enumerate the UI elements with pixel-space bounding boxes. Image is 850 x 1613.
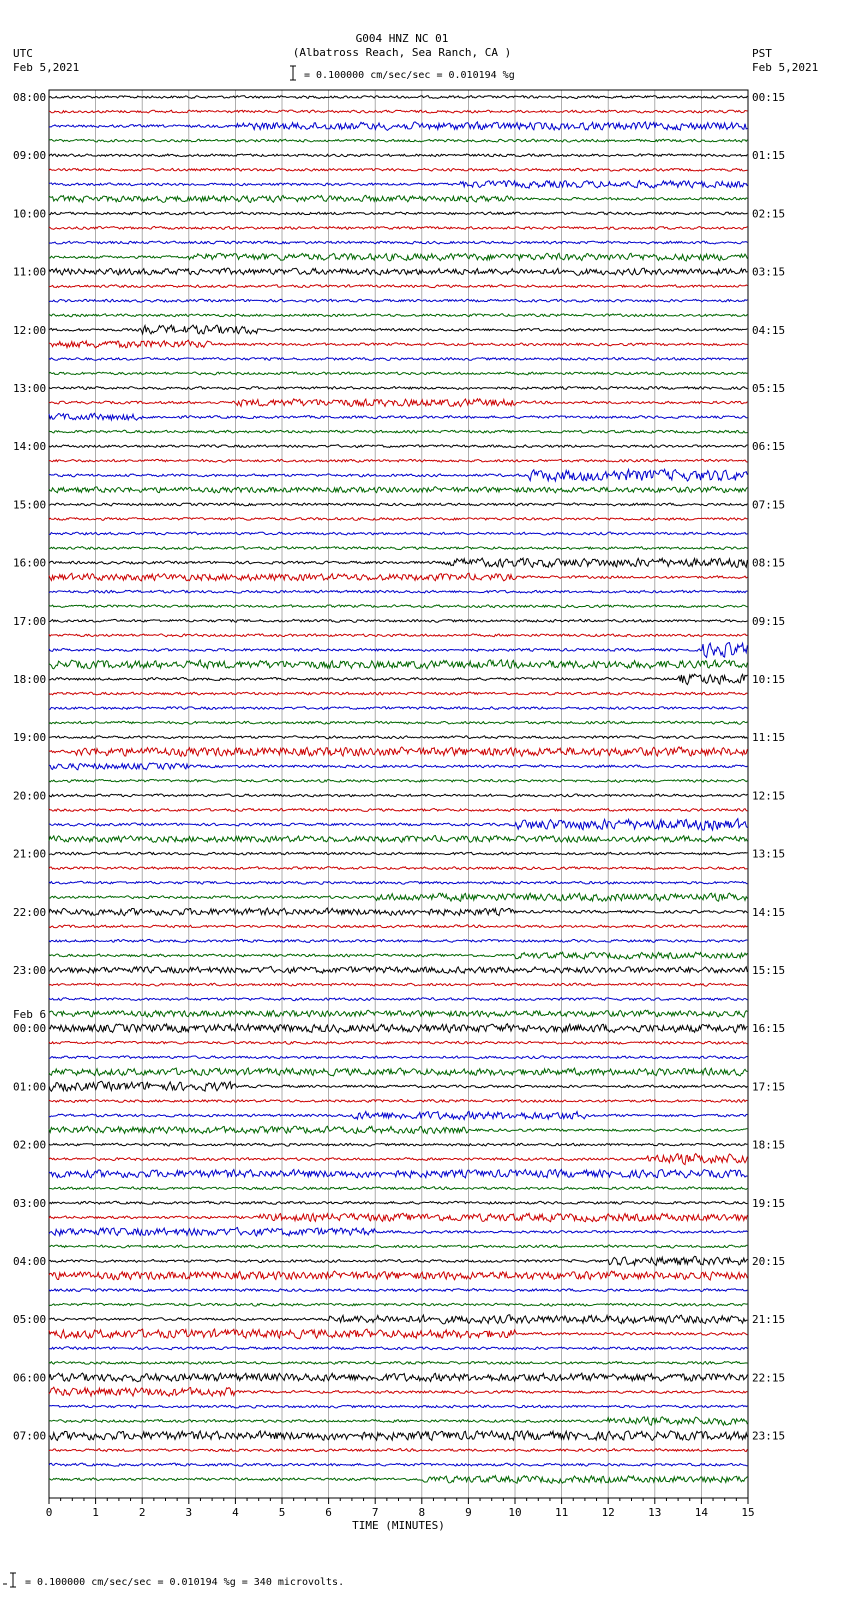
trace-57 xyxy=(49,925,747,928)
utc-hour-label: 17:00 xyxy=(13,614,47,628)
trace-43 xyxy=(49,721,747,724)
trace-89 xyxy=(49,1387,747,1396)
trace-29 xyxy=(49,518,747,521)
x-tick-label-9: 9 xyxy=(465,1506,472,1519)
trace-18 xyxy=(49,358,747,361)
trace-40 xyxy=(49,674,747,685)
trace-87 xyxy=(49,1361,747,1364)
trace-17 xyxy=(49,340,747,348)
time-axis xyxy=(46,1498,755,1532)
trace-38 xyxy=(49,643,747,658)
x-tick-label-0: 0 xyxy=(45,1506,53,1519)
trace-42 xyxy=(49,707,747,710)
trace-70 xyxy=(49,1111,747,1119)
trace-85 xyxy=(49,1329,747,1339)
trace-88 xyxy=(49,1373,747,1382)
utc-hour-label: 12:00 xyxy=(13,323,47,337)
trace-54 xyxy=(49,881,747,884)
trace-94 xyxy=(49,1463,747,1466)
trace-11 xyxy=(49,253,747,261)
x-tick-label-2: 2 xyxy=(138,1506,146,1519)
trace-48 xyxy=(49,794,747,797)
pst-hour-label: 11:15 xyxy=(752,731,786,745)
trace-69 xyxy=(49,1100,747,1103)
trace-47 xyxy=(49,779,747,782)
utc-hour-label: 10:00 xyxy=(13,207,47,221)
trace-93 xyxy=(49,1449,747,1452)
trace-80 xyxy=(49,1256,747,1265)
pst-hour-label: 02:15 xyxy=(752,207,786,221)
trace-81 xyxy=(49,1271,747,1280)
utc-hour-label: 01:00 xyxy=(13,1080,47,1094)
trace-49 xyxy=(49,809,747,812)
pst-hour-label: 09:15 xyxy=(752,614,786,628)
trace-28 xyxy=(49,503,747,506)
pst-hour-label: 00:15 xyxy=(752,91,786,104)
pst-hour-label: 10:15 xyxy=(752,673,786,686)
utc-hour-label: 23:00 xyxy=(13,964,47,977)
trace-34 xyxy=(49,590,747,593)
pst-hour-label: 01:15 xyxy=(752,149,786,163)
trace-20 xyxy=(49,387,747,390)
trace-58 xyxy=(49,939,747,942)
trace-24 xyxy=(49,445,747,448)
utc-hour-label: 04:00 xyxy=(13,1255,47,1268)
trace-44 xyxy=(49,736,747,739)
pst-hour-label: 23:15 xyxy=(752,1429,786,1443)
utc-hour-label: 15:00 xyxy=(13,498,47,512)
x-tick-label-7: 7 xyxy=(371,1506,379,1519)
left-timezone: UTC xyxy=(13,47,33,60)
pst-hour-label: 15:15 xyxy=(752,964,786,977)
pst-hour-label: 17:15 xyxy=(752,1080,786,1094)
trace-36 xyxy=(49,619,747,622)
trace-3 xyxy=(49,139,747,142)
utc-hour-label: 03:00 xyxy=(13,1196,47,1210)
left-date: Feb 5,2021 xyxy=(13,61,80,74)
trace-22 xyxy=(49,413,747,420)
x-tick-label-5: 5 xyxy=(278,1506,286,1519)
trace-66 xyxy=(49,1056,747,1059)
trace-45 xyxy=(49,747,747,756)
trace-77 xyxy=(49,1213,747,1222)
trace-46 xyxy=(49,763,747,770)
trace-13 xyxy=(49,285,747,288)
trace-39 xyxy=(49,660,747,669)
x-tick-label-3: 3 xyxy=(185,1506,193,1519)
utc-hour-label: 16:00 xyxy=(13,556,47,570)
x-tick-label-6: 6 xyxy=(325,1506,332,1519)
trace-21 xyxy=(49,399,747,407)
trace-7 xyxy=(49,195,747,202)
trace-72 xyxy=(49,1143,747,1146)
utc-hour-label: 13:00 xyxy=(13,382,47,395)
station-title: G004 HNZ NC 01 xyxy=(355,32,449,45)
trace-56 xyxy=(49,908,747,916)
utc-hour-label: 20:00 xyxy=(13,789,47,803)
trace-9 xyxy=(49,226,747,229)
trace-62 xyxy=(49,998,747,1001)
trace-73 xyxy=(49,1154,747,1165)
x-axis-label: TIME (MINUTES) xyxy=(352,1519,445,1532)
utc-hour-label: 02:00 xyxy=(13,1138,47,1152)
pst-hour-label: 14:15 xyxy=(752,905,786,919)
trace-37 xyxy=(49,634,747,637)
trace-27 xyxy=(49,487,747,493)
trace-74 xyxy=(49,1170,747,1178)
right-timezone: PST xyxy=(752,47,772,60)
trace-76 xyxy=(49,1201,747,1204)
utc-hour-label: 22:00 xyxy=(13,905,47,919)
pst-hour-label: 18:15 xyxy=(752,1138,786,1152)
x-tick-label-1: 1 xyxy=(92,1506,99,1519)
trace-32 xyxy=(49,558,747,567)
pst-hour-label: 19:15 xyxy=(752,1196,786,1210)
trace-71 xyxy=(49,1126,747,1134)
pst-hour-label: 12:15 xyxy=(752,789,786,803)
trace-8 xyxy=(49,212,747,215)
trace-84 xyxy=(49,1315,747,1324)
day-change-label: Feb 6 xyxy=(13,1008,47,1022)
x-tick-label-8: 8 xyxy=(418,1506,426,1519)
trace-41 xyxy=(49,692,747,695)
trace-82 xyxy=(49,1289,747,1292)
trace-30 xyxy=(49,532,747,535)
utc-hour-label: 21:00 xyxy=(13,847,47,861)
trace-4 xyxy=(49,154,747,157)
pst-hour-label: 07:15 xyxy=(752,498,786,512)
utc-hour-label: 05:00 xyxy=(13,1313,47,1327)
trace-65 xyxy=(49,1041,747,1044)
x-tick-label-4: 4 xyxy=(232,1506,239,1519)
utc-hour-label: 06:00 xyxy=(13,1371,47,1385)
trace-86 xyxy=(49,1347,747,1350)
trace-83 xyxy=(49,1303,747,1306)
trace-51 xyxy=(49,836,747,843)
utc-hour-label: 00:00 xyxy=(13,1022,47,1036)
pst-hour-label: 13:15 xyxy=(752,847,786,861)
trace-64 xyxy=(49,1024,747,1033)
x-tick-label-13: 13 xyxy=(648,1506,662,1519)
utc-hour-label: 14:00 xyxy=(13,440,47,454)
trace-25 xyxy=(49,459,747,462)
trace-15 xyxy=(49,314,747,317)
pst-hour-label: 22:15 xyxy=(752,1371,786,1385)
trace-92 xyxy=(49,1431,747,1441)
trace-78 xyxy=(49,1228,747,1237)
trace-52 xyxy=(49,852,747,855)
trace-26 xyxy=(49,469,747,481)
trace-33 xyxy=(49,573,747,581)
pst-hour-label: 06:15 xyxy=(752,440,786,454)
x-tick-label-11: 11 xyxy=(554,1506,569,1519)
trace-63 xyxy=(49,1010,747,1017)
utc-hour-label: 07:00 xyxy=(13,1429,47,1443)
trace-19 xyxy=(49,372,747,375)
station-location: (Albatross Reach, Sea Ranch, CA ) xyxy=(292,46,512,59)
seismic-traces xyxy=(49,96,747,1484)
trace-5 xyxy=(49,168,747,171)
trace-2 xyxy=(49,122,747,131)
footer-scale-bar-icon xyxy=(3,1573,16,1587)
utc-hour-label: 08:00 xyxy=(13,91,47,104)
pst-hour-label: 05:15 xyxy=(752,382,786,395)
trace-61 xyxy=(49,983,747,986)
x-tick-label-15: 15 xyxy=(741,1506,755,1519)
trace-10 xyxy=(49,241,747,244)
trace-6 xyxy=(49,181,747,189)
trace-75 xyxy=(49,1187,747,1190)
trace-50 xyxy=(49,819,747,831)
trace-79 xyxy=(49,1245,747,1248)
trace-55 xyxy=(49,893,747,901)
x-tick-label-14: 14 xyxy=(694,1506,709,1519)
trace-68 xyxy=(49,1081,747,1091)
utc-hour-label: 09:00 xyxy=(13,149,47,163)
utc-hour-label: 19:00 xyxy=(13,731,47,745)
pst-hour-label: 08:15 xyxy=(752,556,786,570)
trace-23 xyxy=(49,430,747,433)
pst-hour-label: 21:15 xyxy=(752,1313,786,1327)
footer-scale-note: = 0.100000 cm/sec/sec = 0.010194 %g = 340 microvolts. xyxy=(25,1577,345,1588)
right-date: Feb 5,2021 xyxy=(752,61,819,74)
trace-12 xyxy=(49,268,747,275)
trace-95 xyxy=(49,1476,747,1484)
trace-1 xyxy=(49,110,747,113)
trace-16 xyxy=(49,325,747,334)
trace-14 xyxy=(49,299,747,302)
trace-0 xyxy=(49,96,747,99)
trace-90 xyxy=(49,1405,747,1408)
pst-hour-label: 16:15 xyxy=(752,1022,786,1036)
pst-hour-label: 04:15 xyxy=(752,323,786,337)
utc-hour-label: 11:00 xyxy=(13,265,47,279)
x-tick-label-12: 12 xyxy=(601,1506,615,1519)
trace-31 xyxy=(49,547,747,550)
trace-91 xyxy=(49,1417,747,1425)
utc-hour-label: 18:00 xyxy=(13,673,47,686)
x-tick-label-10: 10 xyxy=(508,1506,522,1519)
trace-67 xyxy=(49,1068,747,1076)
pst-hour-label: 20:15 xyxy=(752,1255,786,1268)
pst-hour-label: 03:15 xyxy=(752,265,786,279)
scale-bar-icon xyxy=(290,66,296,80)
trace-53 xyxy=(49,867,747,870)
scale-note: = 0.100000 cm/sec/sec = 0.010194 %g xyxy=(304,70,515,81)
trace-59 xyxy=(49,952,747,959)
trace-60 xyxy=(49,966,747,973)
trace-35 xyxy=(49,605,747,608)
